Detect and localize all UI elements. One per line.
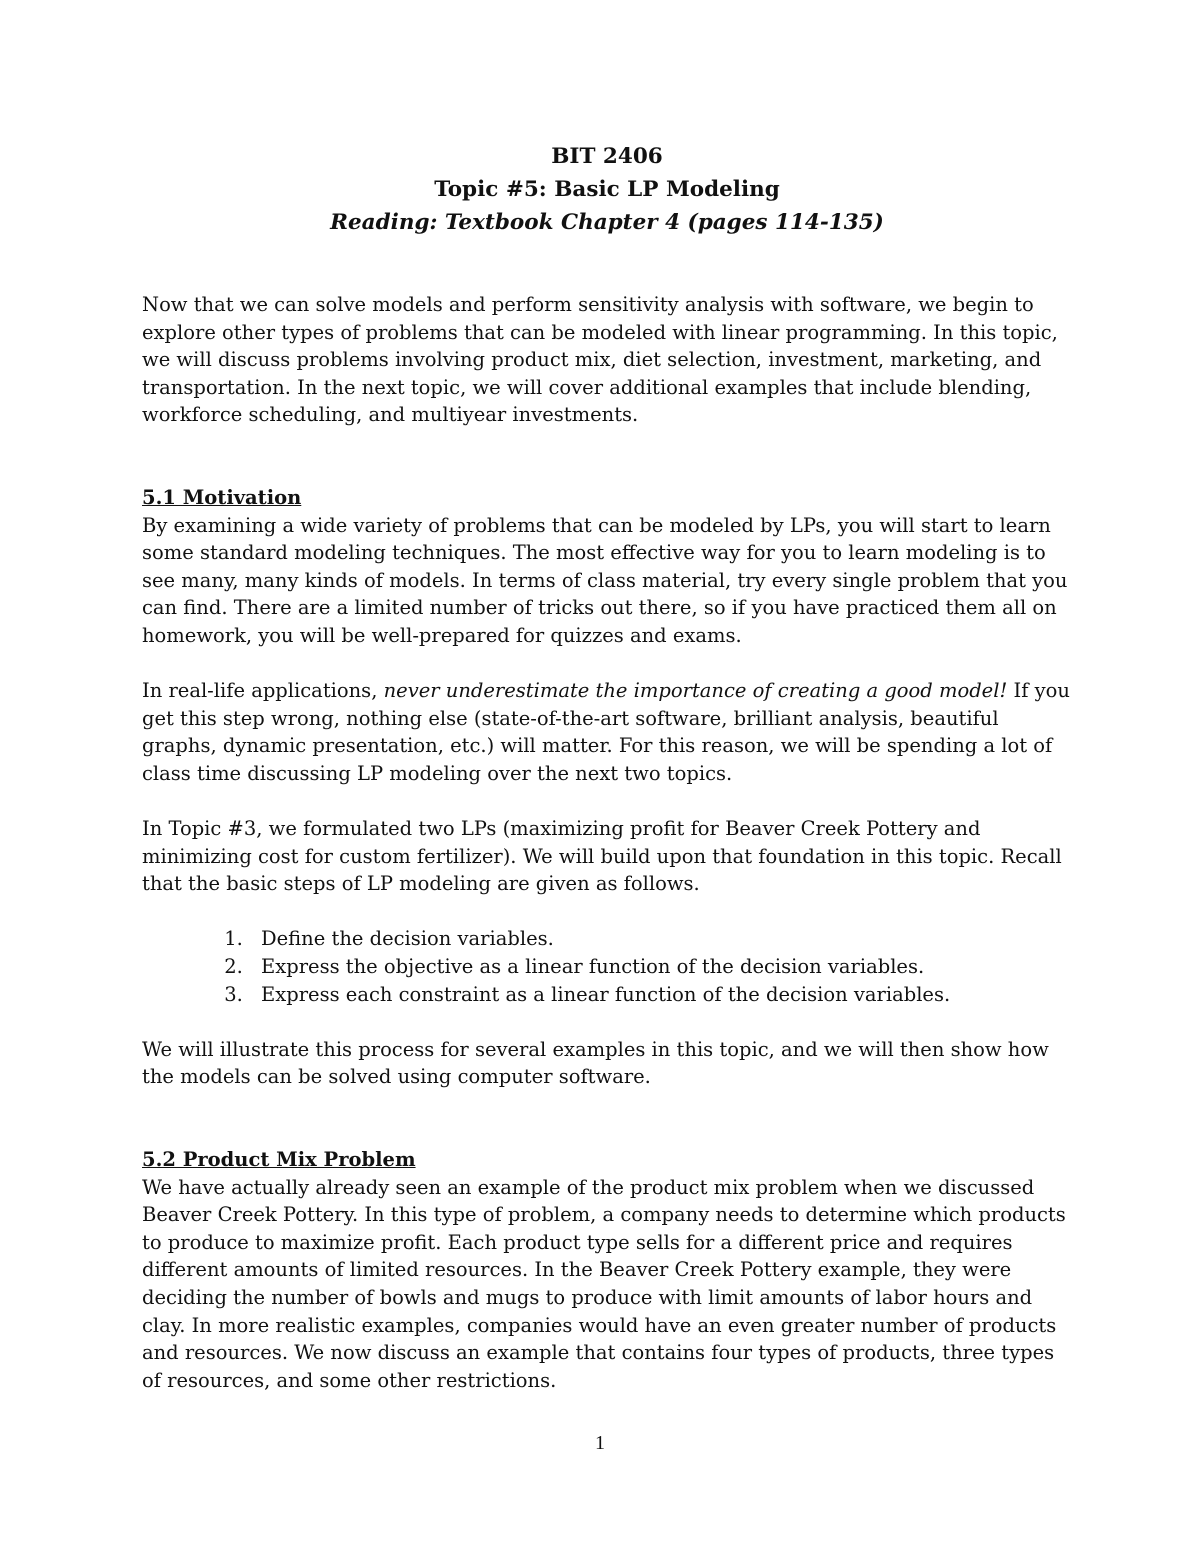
list-item: 2. Express the objective as a linear function of the decision variables. <box>249 953 1072 981</box>
p2-end: If you get this step wrong, nothing else (state-of-the-art software, brilliant analysis, beautiful graphs, dynamic presentation, etc.) will matter. For this reason, we will be spending a lot of class time discussing LP modeling over the next two topics. <box>142 679 1070 785</box>
document-page <box>142 140 1072 1422</box>
page-number: 1 <box>595 1432 605 1454</box>
product-mix-paragraph-1: We have actually already seen an example of the product mix problem when we discussed Beaver Creek Pottery. In this type of problem, a company needs to determine which products to produce to maximize profit. Each product type sells for a different price and requires different amounts of limited resources. In the Beaver Creek Pottery example, they were deciding the number of bowls and mugs to produce with limit amounts of labor hours and clay. In more realistic examples, companies would have an even greater number of products and resources. We now discuss an example that contains four types of products, three types of resources, and some other restrictions. <box>142 1175 1066 1392</box>
motivation-paragraph-2 <box>142 677 1072 787</box>
section-product-mix <box>142 1146 1072 1394</box>
list-item: 1. Define the decision variables. <box>249 925 1072 953</box>
motivation-paragraph-1: By examining a wide variety of problems that can be modeled by LPs, you will start to learn some standard modeling techniques. The most effective way for you to learn modeling is to see many, many kinds of models. In terms of class material, try every single problem that you can find. There are a limited number of tricks out there, so if you have practiced them all on homework, you will be well-prepared for quizzes and exams. <box>142 513 1068 647</box>
section-motivation <box>142 484 1072 1091</box>
modeling-steps-list <box>142 925 1072 1008</box>
list-item: 3. Express each constraint as a linear function of the decision variables. <box>249 981 1072 1009</box>
product-mix-heading: 5.2 Product Mix Problem <box>142 1148 416 1172</box>
motivation-paragraph-3: In Topic #3, we formulated two LPs (maximizing profit for Beaver Creek Pottery and minimizing cost for custom fertilizer). We will build upon that foundation in this topic. Recall that the basic steps of LP modeling are given as follows. <box>142 817 1062 896</box>
topic-title: Topic #5: Basic LP Modeling <box>434 177 780 202</box>
title-block <box>142 140 1072 239</box>
reading-assignment: Reading: Textbook Chapter 4 (pages 114-135) <box>330 210 884 235</box>
course-title: BIT 2406 <box>551 144 663 169</box>
motivation-paragraph-4: We will illustrate this process for several examples in this topic, and we will then show how the models can be solved using computer software. <box>142 1037 1049 1089</box>
intro-paragraph: Now that we can solve models and perform sensitivity analysis with software, we begin to explore other types of problems that can be modeled with linear programming. In this topic, we will discuss problems involving product mix, diet selection, investment, marketing, and transportation. In the next topic, we will cover additional examples that include blending, workforce scheduling, and multiyear investments. <box>142 293 1058 427</box>
p2-start: In real-life applications, <box>142 679 384 703</box>
p2-emphasis: never underestimate the importance of creating a good model! <box>383 679 1008 703</box>
motivation-heading: 5.1 Motivation <box>142 485 302 509</box>
